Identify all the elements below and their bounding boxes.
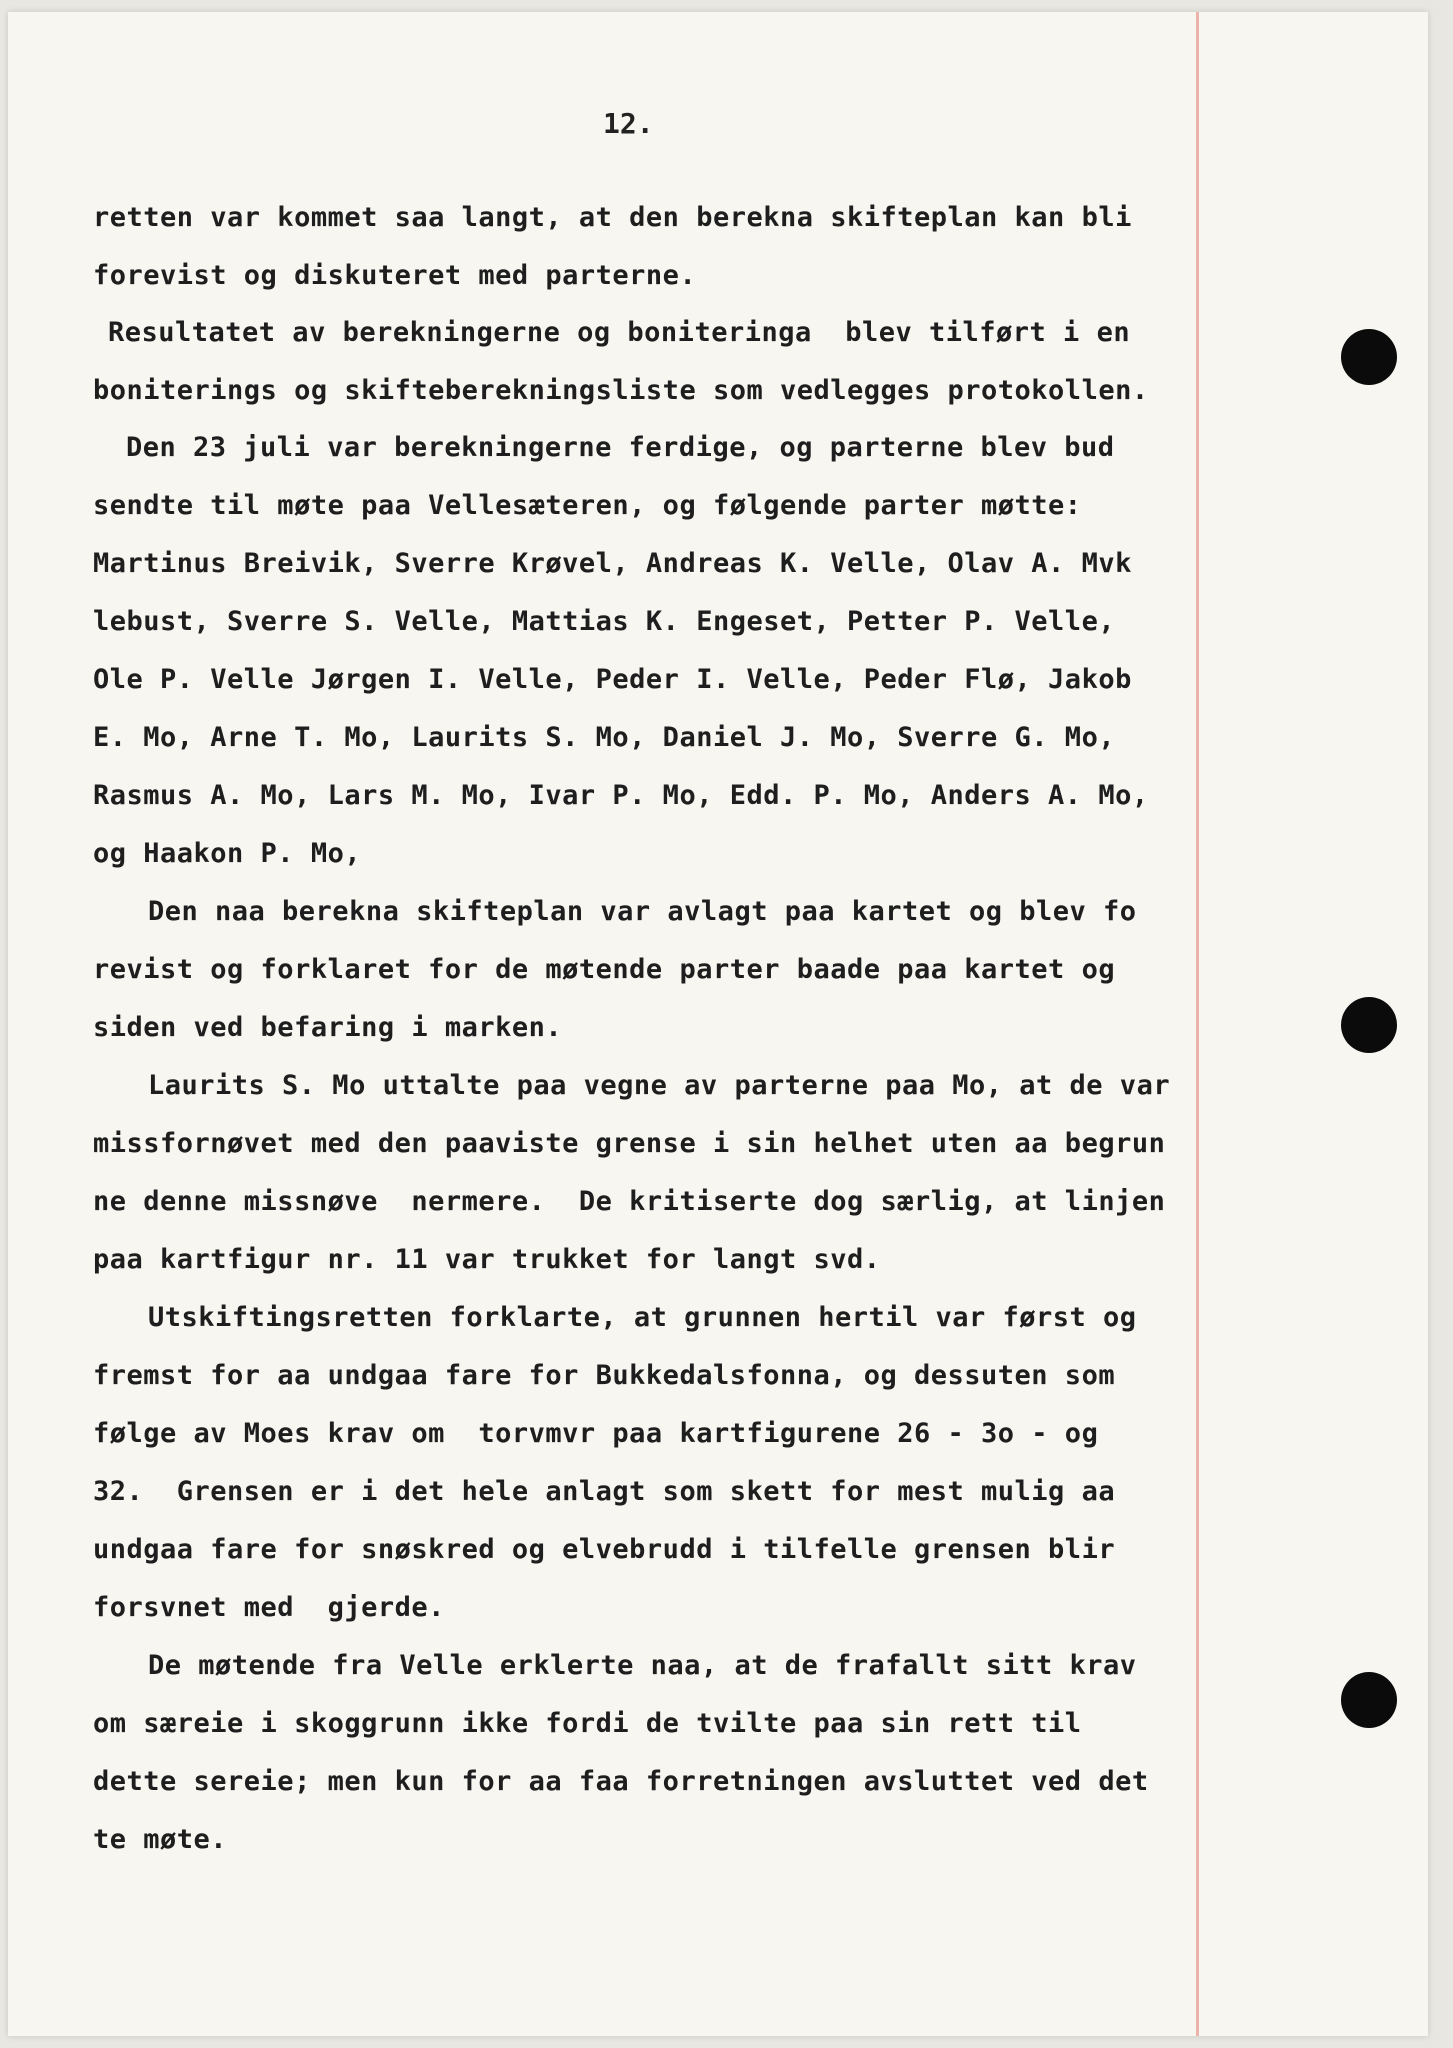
text-line: forevist og diskuteret med parterne. xyxy=(93,260,697,291)
text-line: Laurits S. Mo uttalte paa vegne av parterne paa Mo, at de var xyxy=(148,1070,1171,1101)
text-line: Ole P. Velle Jørgen I. Velle, Peder I. Velle, Peder Flø, Jakob xyxy=(93,664,1132,695)
text-line: sendte til møte paa Vellesæteren, og følgende parter møtte: xyxy=(93,490,1082,521)
text-line: Den naa berekna skifteplan var avlagt paa kartet og blev fo xyxy=(148,896,1137,927)
text-line: Martinus Breivik, Sverre Krøvel, Andreas K. Velle, Olav A. Mvk xyxy=(93,548,1132,579)
margin-line xyxy=(1196,12,1199,2036)
text-line: te møte. xyxy=(93,1824,228,1855)
document-page xyxy=(8,12,1428,2036)
text-line: retten var kommet saa langt, at den berekna skifteplan kan bli xyxy=(93,202,1132,233)
punch-hole xyxy=(1341,1672,1397,1728)
text-line: revist og forklaret for de møtende parter baade paa kartet og xyxy=(93,954,1116,985)
text-line: E. Mo, Arne T. Mo, Laurits S. Mo, Daniel J. Mo, Sverre G. Mo, xyxy=(93,722,1116,753)
text-line: Rasmus A. Mo, Lars M. Mo, Ivar P. Mo, Edd. P. Mo, Anders A. Mo, xyxy=(93,780,1149,811)
punch-hole xyxy=(1341,997,1397,1053)
text-line: 32. Grensen er i det hele anlagt som skett for mest mulig aa xyxy=(93,1476,1116,1507)
text-line: følge av Moes krav om torvmvr paa kartfigurene 26 - 3o - og xyxy=(93,1418,1099,1449)
text-line: forsvnet med gjerde. xyxy=(93,1592,445,1623)
text-line: om særeie i skoggrunn ikke fordi de tvilte paa sin rett til xyxy=(93,1708,1082,1739)
punch-hole xyxy=(1341,329,1397,385)
text-line: Utskiftingsretten forklarte, at grunnen hertil var først og xyxy=(148,1302,1137,1333)
text-line: paa kartfigur nr. 11 var trukket for langt svd. xyxy=(93,1244,881,1275)
text-line: Resultatet av berekningerne og boniteringa blev tilført i en xyxy=(108,317,1131,348)
text-line: og Haakon P. Mo, xyxy=(93,838,362,869)
text-line: boniterings og skifteberekningsliste som vedlegges protokollen. xyxy=(93,375,1149,406)
page-number: 12. xyxy=(603,107,654,140)
text-line: siden ved befaring i marken. xyxy=(93,1012,563,1043)
text-line: dette sereie; men kun for aa faa forretningen avsluttet ved det xyxy=(93,1766,1149,1797)
text-line: Den 23 juli var berekningerne ferdige, og parterne blev bud xyxy=(126,432,1115,463)
text-line: lebust, Sverre S. Velle, Mattias K. Engeset, Petter P. Velle, xyxy=(93,606,1116,637)
text-line: ne denne missnøve nermere. De kritiserte dog særlig, at linjen xyxy=(93,1186,1166,1217)
text-line: fremst for aa undgaa fare for Bukkedalsfonna, og dessuten som xyxy=(93,1360,1116,1391)
text-line: missfornøvet med den paaviste grense i sin helhet uten aa begrun xyxy=(93,1128,1166,1159)
text-line: De møtende fra Velle erklerte naa, at de frafallt sitt krav xyxy=(148,1650,1137,1681)
text-line: undgaa fare for snøskred og elvebrudd i tilfelle grensen blir xyxy=(93,1534,1116,1565)
